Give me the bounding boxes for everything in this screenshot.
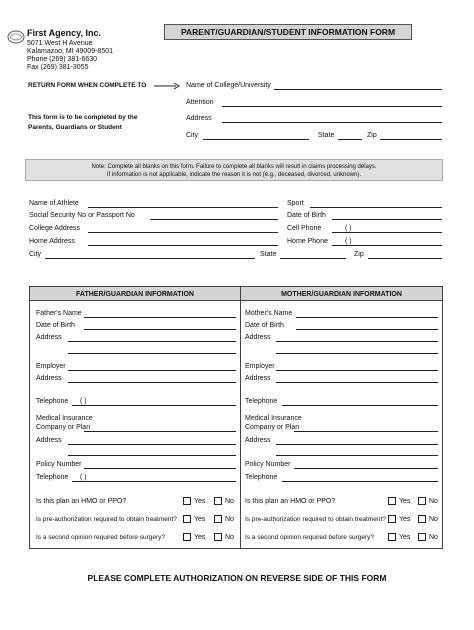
father-ins-address-line2[interactable] [68, 455, 236, 456]
mother-preauth-no-label: No [429, 516, 438, 523]
return-state-label: State [318, 132, 335, 139]
arrow-icon [154, 82, 180, 90]
father-telephone-label: Telephone [36, 398, 69, 405]
mother-dob-label: Date of Birth [245, 322, 284, 329]
father-second-no-checkbox[interactable] [214, 533, 222, 541]
cell-phone-paren: ( ) [345, 225, 352, 232]
father-employer-label: Employer [36, 363, 66, 370]
mother-policy-field[interactable] [294, 468, 438, 469]
instruction-line2: Parents, Guardians or Student [28, 124, 122, 131]
father-telephone-field[interactable] [72, 405, 236, 406]
father-emp-address-field[interactable] [68, 382, 236, 383]
father-hmo-yes-label: Yes [194, 498, 206, 505]
mother-second-no-checkbox[interactable] [418, 533, 426, 541]
home-phone-label: Home Phone [287, 238, 328, 245]
father-ins-telephone-label: Telephone [36, 474, 69, 481]
father-preauth-yes-checkbox[interactable] [183, 515, 191, 523]
return-address-field[interactable] [222, 122, 442, 123]
form-title: PARENT/GUARDIAN/STUDENT INFORMATION FORM [180, 27, 396, 37]
mother-dob-field[interactable] [296, 329, 438, 330]
mother-ins-telephone-field[interactable] [282, 481, 438, 482]
college-name-field[interactable] [274, 89, 442, 90]
athlete-city-label: City [29, 251, 42, 258]
athlete-dob-field[interactable] [332, 219, 442, 220]
father-dob-label: Date of Birth [36, 322, 75, 329]
mother-name-field[interactable] [296, 317, 438, 318]
mother-telephone-label: Telephone [245, 398, 278, 405]
footer-instruction: PLEASE COMPLETE AUTHORIZATION ON REVERSE SIDE OF THIS FORM [87, 573, 387, 583]
father-telephone-paren: ( ) [80, 398, 87, 405]
father-employer-field[interactable] [68, 370, 236, 371]
mother-second-question: Is a second opinion required before surgery? [245, 534, 374, 541]
mother-second-yes-checkbox[interactable] [388, 533, 396, 541]
father-address-field[interactable] [68, 341, 236, 342]
cell-phone-label: Cell Phone [287, 225, 322, 232]
mother-ins-address-label: Address [245, 437, 271, 444]
father-second-no-label: No [225, 534, 234, 541]
father-name-label: Father's Name [36, 310, 82, 317]
father-preauth-no-label: No [225, 516, 234, 523]
home-address-field[interactable] [88, 245, 278, 246]
father-hmo-no-label: No [225, 498, 234, 505]
father-ins-field[interactable] [84, 431, 236, 432]
return-state-field[interactable] [338, 139, 362, 140]
return-zip-field[interactable] [380, 139, 442, 140]
ssn-field[interactable] [150, 219, 278, 220]
mother-preauth-yes-label: Yes [399, 516, 411, 523]
father-policy-field[interactable] [84, 468, 236, 469]
home-address-label: Home Address [29, 238, 75, 245]
attention-field[interactable] [222, 106, 442, 107]
return-label: RETURN FORM WHEN COMPLETE TO [28, 82, 147, 89]
mother-ins-address-line2[interactable] [276, 455, 438, 456]
note-line1: Note: Complete all blanks on this form. Failure to complete all blanks will result in claims processing delays. [91, 164, 377, 170]
college-address-label: College Address [29, 225, 80, 232]
father-hmo-no-checkbox[interactable] [214, 497, 222, 505]
return-city-field[interactable] [203, 139, 309, 140]
mother-ins-label2: Company or Plan [245, 424, 300, 431]
father-ins-address-field[interactable] [68, 444, 236, 445]
father-name-field[interactable] [84, 317, 236, 318]
agency-name: First Agency, Inc. [27, 28, 102, 38]
father-header: FATHER/GUARDIAN INFORMATION [76, 291, 194, 298]
athlete-state-label: State [260, 251, 277, 258]
mother-emp-address-field[interactable] [276, 382, 438, 383]
return-zip-label: Zip [367, 132, 377, 139]
instruction-line1: This form is to be completed by the [28, 114, 138, 121]
father-preauth-yes-label: Yes [194, 516, 206, 523]
athlete-city-field[interactable] [45, 258, 255, 259]
college-address-field[interactable] [88, 232, 278, 233]
agency-fax: Fax (269) 381-3055 [27, 64, 89, 71]
mother-hmo-yes-checkbox[interactable] [388, 497, 396, 505]
mother-hmo-no-checkbox[interactable] [418, 497, 426, 505]
attention-label: Attention [186, 99, 214, 106]
college-name-label: Name of College/University [186, 82, 271, 89]
father-address-line2[interactable] [68, 353, 236, 354]
agency-phone: Phone (269) 381-6630 [27, 56, 98, 63]
mother-name-label: Mother's Name [245, 310, 293, 317]
mother-address-label: Address [245, 334, 271, 341]
father-second-question: Is a second opinion required before surgery? [36, 534, 165, 541]
agency-logo [6, 28, 26, 46]
mother-policy-label: Policy Number [245, 461, 291, 468]
mother-telephone-field[interactable] [282, 405, 438, 406]
father-emp-address-label: Address [36, 375, 62, 382]
father-address-label: Address [36, 334, 62, 341]
ssn-label: Social Security No or Passport No [29, 212, 135, 219]
father-hmo-yes-checkbox[interactable] [183, 497, 191, 505]
return-city-label: City [186, 132, 199, 139]
column-divider [240, 287, 241, 548]
mother-address-line2[interactable] [276, 353, 438, 354]
agency-address2: Kalamazoo, MI 49009-8501 [27, 48, 113, 55]
sport-field[interactable] [310, 207, 442, 208]
mother-preauth-yes-checkbox[interactable] [388, 515, 396, 523]
athlete-zip-label: Zip [354, 251, 364, 258]
athlete-zip-field[interactable] [368, 258, 442, 259]
mother-employer-field[interactable] [276, 370, 438, 371]
father-second-yes-label: Yes [194, 534, 206, 541]
note-line2: If information is not applicable, indicate the reason it is not (e.g., deceased, divorced, unknown). [106, 172, 362, 178]
athlete-state-field[interactable] [280, 258, 346, 259]
father-second-yes-checkbox[interactable] [183, 533, 191, 541]
mother-second-yes-label: Yes [399, 534, 411, 541]
mother-preauth-no-checkbox[interactable] [418, 515, 426, 523]
athlete-dob-label: Date of Birth [287, 212, 326, 219]
mother-emp-address-label: Address [245, 375, 271, 382]
mother-hmo-no-label: No [429, 498, 438, 505]
mother-ins-label1: Medical Insurance [245, 415, 302, 422]
mother-second-no-label: No [429, 534, 438, 541]
home-phone-field[interactable] [332, 245, 442, 246]
father-dob-field[interactable] [84, 329, 236, 330]
father-ins-label1: Medical Insurance [36, 415, 93, 422]
athlete-name-field[interactable] [88, 207, 278, 208]
mother-ins-address-field[interactable] [276, 444, 438, 445]
father-ins-address-label: Address [36, 437, 62, 444]
return-address-label: Address [186, 115, 212, 122]
mother-address-field[interactable] [276, 341, 438, 342]
father-preauth-question: Is pre-authorization required to obtain treatment? [36, 516, 177, 523]
father-hmo-question: Is this plan an HMO or PPO? [36, 498, 127, 505]
father-ins-telephone-paren: ( ) [80, 474, 87, 481]
mother-hmo-question: Is this plan an HMO or PPO? [245, 498, 336, 505]
father-preauth-no-checkbox[interactable] [214, 515, 222, 523]
agency-address1: 5071 West H Avenue [27, 40, 93, 47]
athlete-name-label: Name of Athlete [29, 200, 79, 207]
mother-ins-field[interactable] [294, 431, 438, 432]
home-phone-paren: ( ) [345, 238, 352, 245]
sport-label: Sport [287, 200, 304, 207]
father-ins-telephone-field[interactable] [72, 481, 236, 482]
mother-employer-label: Employer [245, 363, 275, 370]
cell-phone-field[interactable] [332, 232, 442, 233]
mother-header: MOTHER/GUARDIAN INFORMATION [281, 291, 402, 298]
mother-hmo-yes-label: Yes [399, 498, 411, 505]
mother-ins-telephone-label: Telephone [245, 474, 278, 481]
father-ins-label2: Company or Plan [36, 424, 91, 431]
mother-preauth-question: Is pre-authorization required to obtain treatment? [245, 516, 386, 523]
father-policy-label: Policy Number [36, 461, 82, 468]
